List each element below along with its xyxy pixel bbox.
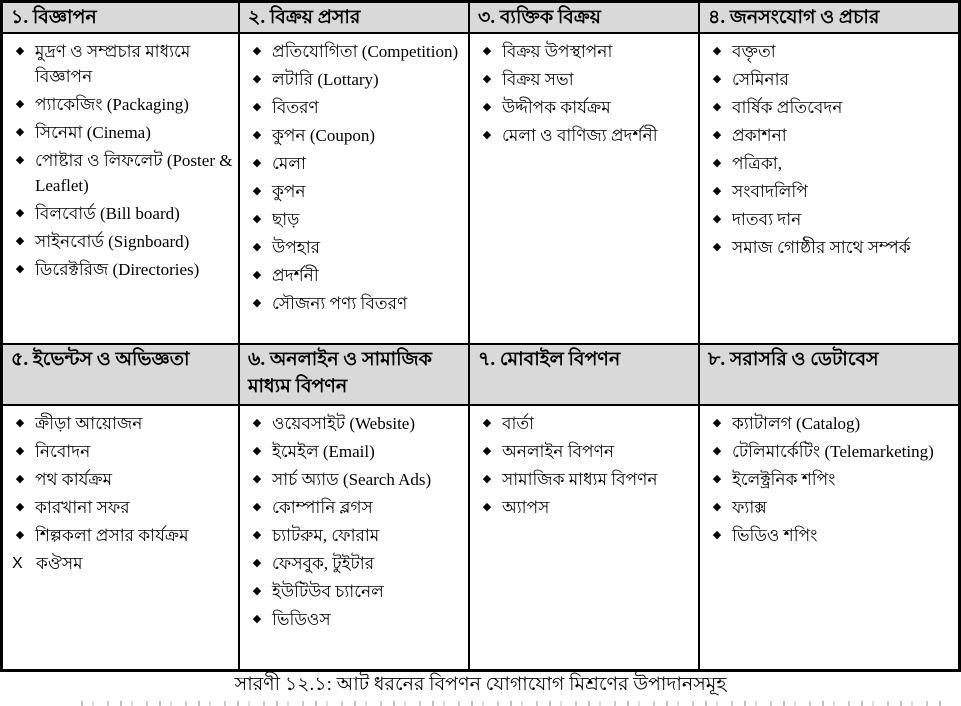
list-item <box>242 67 466 92</box>
list-item-text: প্যাকেজিং (Packaging) <box>35 95 189 114</box>
diamond-bullet-icon: ◆ <box>252 129 262 141</box>
diamond-bullet-icon: ◆ <box>252 529 262 541</box>
list-item-text: সামাজিক মাধ্যম বিপণন <box>502 470 658 489</box>
list-item <box>242 439 466 464</box>
diamond-bullet-icon: ◆ <box>15 98 25 110</box>
diamond-bullet-icon: ◆ <box>482 129 492 141</box>
list-item-text: ফ্যাক্স <box>732 498 767 517</box>
list-item <box>242 607 466 632</box>
diamond-bullet-icon: ◆ <box>252 73 262 85</box>
list-item <box>472 439 696 464</box>
diamond-bullet-icon: ◆ <box>15 207 25 219</box>
list-item <box>702 123 956 148</box>
list-item <box>472 123 696 148</box>
list-item-text: বক্তৃতা <box>732 42 776 61</box>
list-item-text: বার্তা <box>502 414 535 433</box>
list-item <box>5 495 236 520</box>
list-item-text: টেলিমার্কেটিং (Telemarketing) <box>732 442 934 461</box>
list-item-text: পথ কার্যক্রম <box>35 470 113 489</box>
list-item <box>242 123 466 148</box>
diamond-bullet-icon: ◆ <box>252 269 262 281</box>
diamond-bullet-icon: ◆ <box>252 213 262 225</box>
column-header-direct-database: ৮. সরাসরি ও ডেটাবেস <box>700 345 958 406</box>
list-item <box>242 495 466 520</box>
clipped-next-line <box>70 701 946 706</box>
list-item-text: কোম্পানি ব্লগস <box>272 498 373 517</box>
diamond-bullet-icon: ◆ <box>482 501 492 513</box>
list-item <box>5 148 236 198</box>
list-item-text: প্রতিযোগিতা (Competition) <box>272 42 459 61</box>
list-item <box>702 151 956 176</box>
list-item <box>702 39 956 64</box>
diamond-bullet-icon: ◆ <box>712 501 722 513</box>
table-cell-direct-items <box>700 406 958 669</box>
list-item-text: মেলা <box>272 154 306 173</box>
list-item <box>702 411 956 436</box>
diamond-bullet-icon: ◆ <box>712 241 722 253</box>
list-item-text: অনলাইন বিপণন <box>502 442 614 461</box>
diamond-bullet-icon: ◆ <box>15 154 25 166</box>
list-item <box>702 67 956 92</box>
list-item <box>702 467 956 492</box>
diamond-bullet-icon: ◆ <box>712 45 722 57</box>
diamond-bullet-icon: ◆ <box>252 185 262 197</box>
list-item <box>242 179 466 204</box>
list-item <box>5 411 236 436</box>
list-item-text: সমাজ গোষ্ঠীর সাথে সম্পর্ক <box>732 238 911 257</box>
list-item <box>702 179 956 204</box>
diamond-bullet-icon: ◆ <box>252 557 262 569</box>
list-item <box>472 95 696 120</box>
list-item <box>242 263 466 288</box>
list-item-text: লটারি (Lottary) <box>272 70 379 89</box>
column-header-mobile-marketing: ৭. মোবাইল বিপণন <box>470 345 700 406</box>
list-item <box>472 67 696 92</box>
diamond-bullet-icon: ◆ <box>15 45 25 57</box>
list-item <box>242 467 466 492</box>
list-item-text: বিক্রয় উপস্থাপনা <box>502 42 613 61</box>
list-item <box>5 39 236 89</box>
table-cell-online-items <box>240 406 470 669</box>
list-item-text: কুপন <box>272 182 306 201</box>
diamond-bullet-icon: ◆ <box>15 126 25 138</box>
list-item <box>5 523 236 548</box>
list-item-text: বার্ষিক প্রতিবেদন <box>732 98 843 117</box>
list-item-text: ভিডিওস <box>272 610 331 629</box>
list-item <box>5 201 236 226</box>
diamond-bullet-icon: ◆ <box>252 241 262 253</box>
diamond-bullet-icon: ◆ <box>712 101 722 113</box>
diamond-bullet-icon: ◆ <box>482 473 492 485</box>
column-header-online-social-media: ৬. অনলাইন ও সামাজিক মাধ্যম বিপণন <box>240 345 470 406</box>
list-item <box>242 39 466 64</box>
diamond-bullet-icon: X <box>12 555 23 572</box>
list-item <box>472 467 696 492</box>
list-item-text: কঔসম <box>36 554 83 573</box>
list-item-text: কুপন (Coupon) <box>272 126 375 145</box>
list-item-text: সংবাদলিপি <box>732 182 808 201</box>
diamond-bullet-icon: ◆ <box>252 473 262 485</box>
list-item <box>472 495 696 520</box>
table-cell-public-relations-items <box>700 34 958 345</box>
list-item <box>242 411 466 436</box>
list-item-text: উদ্দীপক কার্যক্রম <box>502 98 611 117</box>
diamond-bullet-icon: ◆ <box>712 213 722 225</box>
diamond-bullet-icon: ◆ <box>712 445 722 457</box>
list-item <box>242 235 466 260</box>
list-item-text: মুদ্রণ ও সম্প্রচার মাধ্যমে বিজ্ঞাপন <box>35 42 191 86</box>
list-item-text: পোষ্টার ও লিফলেট (Poster & Leaflet) <box>35 151 233 195</box>
list-item-text: পত্রিকা, <box>732 154 782 173</box>
list-item <box>242 291 466 316</box>
list-item-text: কারখানা সফর <box>35 498 130 517</box>
diamond-bullet-icon: ◆ <box>712 185 722 197</box>
list-item-text: মেলা ও বাণিজ্য প্রদর্শনী <box>502 126 658 145</box>
list-item <box>5 439 236 464</box>
list-item-text: সাইনবোর্ড (Signboard) <box>35 232 190 251</box>
list-item-text: ইউটিউব চ্যানেল <box>272 582 384 601</box>
diamond-bullet-icon: ◆ <box>15 529 25 541</box>
diamond-bullet-icon: ◆ <box>252 101 262 113</box>
list-item-text: ইমেইল (Email) <box>272 442 375 461</box>
diamond-bullet-icon: ◆ <box>15 263 25 275</box>
diamond-bullet-icon: ◆ <box>252 417 262 429</box>
list-item-text: সার্চ অ্যাড (Search Ads) <box>272 470 432 489</box>
list-item-text: ক্যাটালগ (Catalog) <box>732 414 861 433</box>
column-header-sales-promotion: ২. বিক্রয় প্রসার <box>240 3 470 34</box>
list-item-text: ডিরেক্টরিজ (Directories) <box>35 260 200 279</box>
diamond-bullet-icon: ◆ <box>712 157 722 169</box>
list-item-text: সিনেমা (Cinema) <box>35 123 151 142</box>
list-item <box>5 467 236 492</box>
diamond-bullet-icon: ◆ <box>15 235 25 247</box>
list-item <box>242 151 466 176</box>
list-item <box>702 495 956 520</box>
diamond-bullet-icon: ◆ <box>252 45 262 57</box>
list-item <box>242 579 466 604</box>
list-item-text: বিতরণ <box>272 98 319 117</box>
table-cell-mobile-items <box>470 406 700 669</box>
list-item <box>242 207 466 232</box>
diamond-bullet-icon: ◆ <box>252 613 262 625</box>
list-item <box>242 523 466 548</box>
list-item-text: শিল্পকলা প্রসার কার্যক্রম <box>35 526 189 545</box>
diamond-bullet-icon: ◆ <box>15 501 25 513</box>
column-header-events-experiences: ৫. ইভেন্টস ও অভিজ্ঞতা <box>3 345 240 406</box>
diamond-bullet-icon: ◆ <box>252 501 262 513</box>
diamond-bullet-icon: ◆ <box>252 445 262 457</box>
list-item <box>242 95 466 120</box>
list-item-text: উপহার <box>272 238 320 257</box>
list-item <box>702 95 956 120</box>
column-header-public-relations: ৪. জনসংযোগ ও প্রচার <box>700 3 958 34</box>
list-item <box>5 229 236 254</box>
list-item-text: বিলবোর্ড (Bill board) <box>35 204 180 223</box>
list-item <box>472 39 696 64</box>
list-item <box>5 92 236 117</box>
table-cell-sales-promotion-items <box>240 34 470 345</box>
list-item-text: দাতব্য দান <box>732 210 802 229</box>
diamond-bullet-icon: ◆ <box>712 473 722 485</box>
diamond-bullet-icon: ◆ <box>252 157 262 169</box>
diamond-bullet-icon: ◆ <box>712 529 722 541</box>
list-item <box>5 120 236 145</box>
list-item <box>242 551 466 576</box>
list-item-text: ফেসবুক, টুইটার <box>272 554 375 573</box>
table-cell-advertising-items <box>3 34 240 345</box>
diamond-bullet-icon: ◆ <box>15 445 25 457</box>
diamond-bullet-icon: ◆ <box>482 417 492 429</box>
list-item-text: সেমিনার <box>732 70 789 89</box>
list-item-text: ইলেক্ট্রনিক শপিং <box>732 470 836 489</box>
diamond-bullet-icon: ◆ <box>712 417 722 429</box>
list-item-text: ওয়েবসাইট (Website) <box>272 414 415 433</box>
diamond-bullet-icon: ◆ <box>482 73 492 85</box>
diamond-bullet-icon: ◆ <box>252 585 262 597</box>
list-item <box>702 439 956 464</box>
table-cell-events-items <box>3 406 240 669</box>
list-item-text: অ্যাপস <box>502 498 550 517</box>
list-item-text: প্রদর্শনী <box>272 266 319 285</box>
diamond-bullet-icon: ◆ <box>15 473 25 485</box>
column-header-personal-selling: ৩. ব্যক্তিক বিক্রয় <box>470 3 700 34</box>
diamond-bullet-icon: ◆ <box>482 445 492 457</box>
list-item-text: প্রকাশনা <box>732 126 787 145</box>
diamond-bullet-icon: ◆ <box>482 45 492 57</box>
list-item-text: সৌজন্য পণ্য বিতরণ <box>272 294 408 313</box>
list-item-text: ভিডিও শপিং <box>732 526 818 545</box>
list-item <box>5 257 236 282</box>
list-item <box>702 207 956 232</box>
diamond-bullet-icon: ◆ <box>712 129 722 141</box>
list-item <box>5 551 236 576</box>
column-header-advertising: ১. বিজ্ঞাপন <box>3 3 240 34</box>
list-item <box>702 523 956 548</box>
list-item-text: বিক্রয় সভা <box>502 70 574 89</box>
list-item-text: নিবোদন <box>35 442 91 461</box>
list-item-text: ক্রীড়া আয়োজন <box>35 414 143 433</box>
list-item-text: ছাড় <box>272 210 300 229</box>
list-item-text: চ্যাটরুম, ফোরাম <box>272 526 380 545</box>
table-caption: সারণী ১২.১: আট ধরনের বিপণন যোগাযোগ মিশ্রণের উপাদানসমূহ <box>234 674 727 695</box>
diamond-bullet-icon: ◆ <box>15 417 25 429</box>
diamond-bullet-icon: ◆ <box>252 297 262 309</box>
table-cell-personal-selling-items <box>470 34 700 345</box>
list-item <box>702 235 956 260</box>
list-item <box>472 411 696 436</box>
diamond-bullet-icon: ◆ <box>712 73 722 85</box>
diamond-bullet-icon: ◆ <box>482 101 492 113</box>
